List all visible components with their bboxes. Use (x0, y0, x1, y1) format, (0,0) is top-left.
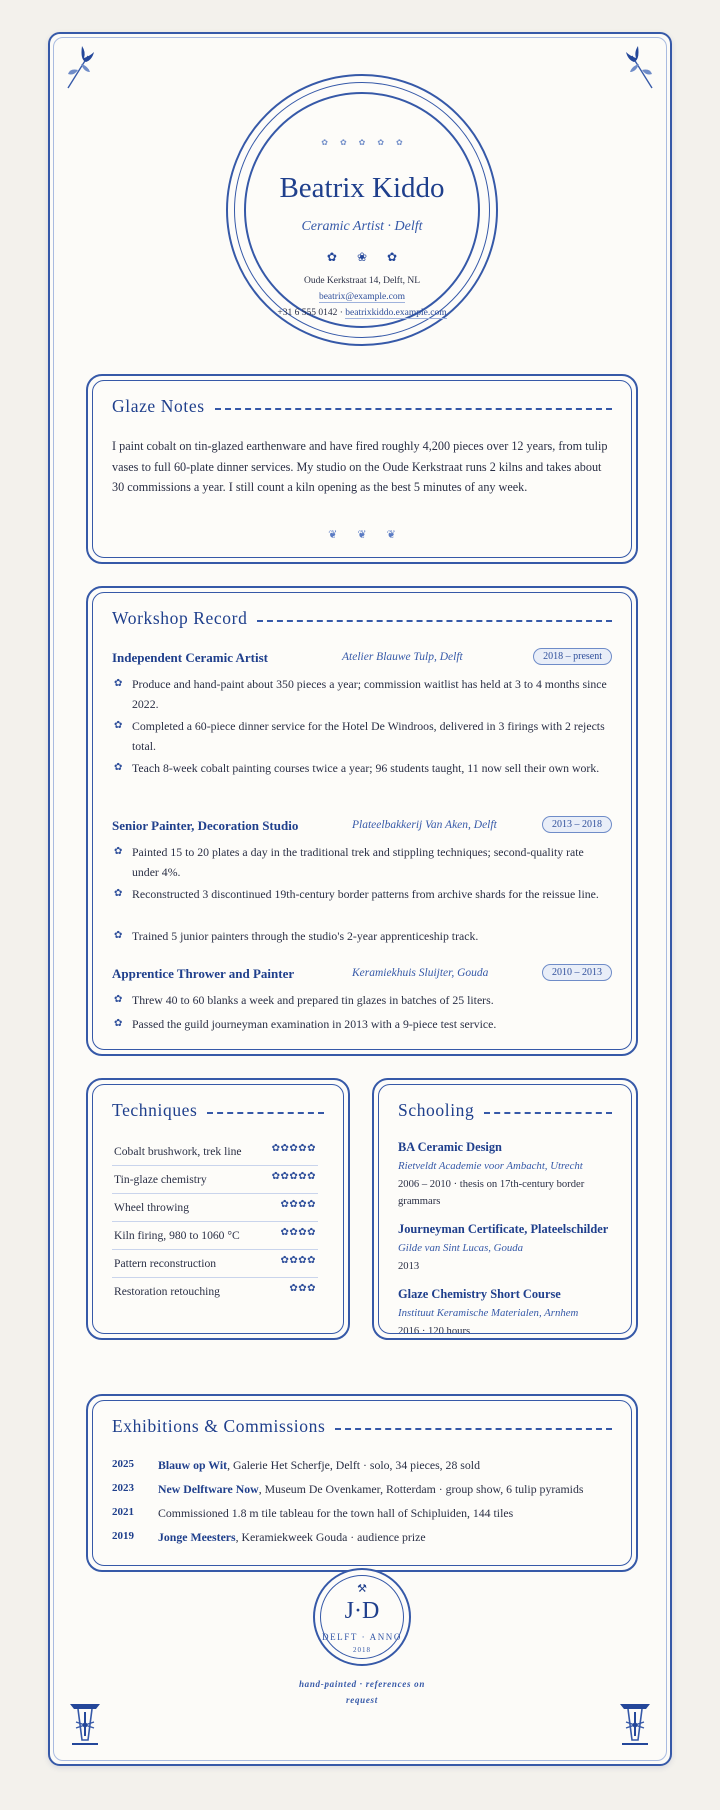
job-header (112, 648, 612, 668)
school-title: Journeyman Certificate, Plateelschilder (398, 1222, 609, 1236)
job-date-badge: 2010 – 2013 (542, 964, 612, 981)
skill-rating-icon: ✿✿✿✿ (280, 1227, 316, 1238)
glaze-notes-text: I paint cobalt on tin-glazed earthenware and have fired roughly 4,200 pieces over 12 years, from tulip vases to full 60-plate dinner services. My studio on the Oude Kerkstraat runs 2 kilns and takes about 30 commissions a year. I still count a kiln opening as the best 5 minutes of any week. (112, 439, 608, 494)
address: Oude Kerkstraat 14, Delft, NL (303, 276, 421, 286)
flower-bullet-icon: ✿ (114, 846, 123, 857)
skill-rating-icon: ✿✿✿✿ (280, 1255, 316, 1266)
exhibition-year: 2023 (112, 1482, 134, 1494)
technique-row (112, 1278, 318, 1306)
job-header (112, 964, 612, 984)
glaze-notes-header (112, 396, 612, 417)
section-title: Exhibitions & Commissions (112, 1416, 326, 1436)
technique-name: Wheel throwing (114, 1201, 190, 1214)
exhibition-details: , Museum De Ovenkamer, Rotterdam · group show, 6 tulip pyramids (258, 1482, 584, 1496)
technique-row (112, 1138, 318, 1166)
job-place: Atelier Blauwe Tulp, Delft (342, 651, 463, 663)
section-title: Techniques (112, 1100, 198, 1120)
technique-name: Restoration retouching (114, 1285, 220, 1298)
separator: · (337, 308, 346, 318)
phone-web-line (228, 308, 496, 318)
tulip-corner-icon (64, 42, 98, 92)
section-title: Schooling (398, 1100, 475, 1120)
monogram-seal (313, 1568, 411, 1666)
hammer-pick-icon: ⚒ (357, 1582, 367, 1595)
techniques-header (112, 1100, 324, 1121)
exhibition-year: 2021 (112, 1506, 134, 1518)
technique-row (112, 1250, 318, 1278)
seal-year: 2018 (353, 1646, 371, 1654)
school-institution: Gilde van Sint Lucas, Gouda (398, 1242, 524, 1254)
exhibition-year: 2019 (112, 1530, 134, 1542)
job-date-badge: 2013 – 2018 (542, 816, 612, 833)
exhibition-details: Commissioned 1.8 m tile tableau for the town hall of Schipluiden, 144 tiles (158, 1506, 514, 1520)
footer-note: hand-painted · references on request (298, 1679, 426, 1705)
exhibitions-header (112, 1416, 612, 1437)
exhibition-name: New Delftware Now (158, 1482, 259, 1496)
school-institution: Instituut Keramische Materialen, Arnhem (398, 1307, 579, 1319)
workshop-record-header (112, 608, 612, 629)
exhibition-details: , Keramiekweek Gouda · audience prize (235, 1530, 426, 1544)
schooling-section (372, 1078, 638, 1340)
flower-bullet-icon: ✿ (114, 1018, 123, 1029)
section-title: Workshop Record (112, 608, 248, 628)
tulip-corner-icon (622, 42, 656, 92)
job-bullet: ✿ Produce and hand-paint about 350 pieces a year; commission waitlist has held at 3 to 4 months since 2022. (112, 674, 612, 714)
technique-row (112, 1222, 318, 1250)
sprig-ornament-icon: ❦❦❦ (328, 528, 416, 541)
school-meta: 2013 (398, 1261, 420, 1272)
flower-bullet-icon: ✿ (114, 762, 123, 773)
candidate-name: Beatrix Kiddo (279, 172, 445, 204)
resume-page (48, 32, 672, 1766)
job-bullet: ✿ Completed a 60-piece dinner service for the Hotel De Windroos, delivered in 3 firings with 2 rejects total. (112, 716, 612, 756)
exhibition-details: , Galerie Het Scherfje, Delft · solo, 34 pieces, 28 sold (227, 1458, 480, 1472)
job-date-badge: 2018 – present (533, 648, 612, 665)
flower-bullet-icon: ✿ (114, 930, 123, 941)
email-link[interactable]: beatrix@example.com (318, 292, 406, 302)
technique-row (112, 1194, 318, 1222)
technique-name: Pattern reconstruction (114, 1257, 217, 1270)
exhibition-name: Jonge Meesters (158, 1530, 236, 1544)
job-bullet: ✿ Teach 8-week cobalt painting courses twice a year; 96 students taught, 11 now sell their own work. (112, 758, 612, 778)
exhibitions-section (86, 1394, 638, 1572)
flower-bullet-icon: ✿ (114, 994, 123, 1005)
school-meta: 2016 · 120 hours (398, 1326, 471, 1337)
job-bullet: ✿ Passed the guild journeyman examination in 2013 with a 9-piece test service. (112, 1014, 612, 1034)
job-title: Independent Ceramic Artist (112, 650, 268, 665)
windmill-corner-icon (618, 1700, 652, 1750)
techniques-section (86, 1078, 350, 1340)
job-bullet: ✿ Threw 40 to 60 blanks a week and prepared tin glazes in batches of 25 liters. (112, 990, 612, 1010)
job-bullet: ✿ Painted 15 to 20 plates a day in the traditional trek and stippling techniques; second-quality rate under 4%. (112, 842, 612, 882)
workshop-record-section (86, 586, 638, 1056)
glaze-notes-section (86, 374, 638, 564)
school-institution: Rietveldt Academie voor Ambacht, Utrecht (398, 1160, 583, 1172)
skill-rating-icon: ✿✿✿ (289, 1283, 316, 1294)
exhibition-name: Blauw op Wit (158, 1458, 228, 1472)
phone: +31 6 555 0142 (277, 308, 338, 318)
technique-row (112, 1166, 318, 1194)
school-title: Glaze Chemistry Short Course (398, 1287, 561, 1301)
windmill-corner-icon (68, 1700, 102, 1750)
flower-bullet-icon: ✿ (114, 888, 123, 899)
dots-ornament-icon: ✿✿✿✿✿ (321, 138, 415, 147)
exhibition-year: 2025 (112, 1458, 134, 1470)
seal-monogram: J·D (344, 1598, 380, 1624)
seal-text: DELFT · ANNO (321, 1632, 403, 1642)
skill-rating-icon: ✿✿✿✿ (280, 1199, 316, 1210)
job-bullet: ✿ Reconstructed 3 discontinued 19th-century border patterns from archive shards for the reissue line. (112, 884, 612, 904)
job-title: Apprentice Thrower and Painter (112, 966, 295, 981)
section-title: Glaze Notes (112, 396, 205, 416)
technique-name: Cobalt brushwork, trek line (114, 1145, 242, 1158)
flower-ornament-icon: ✿❀✿ (326, 250, 418, 264)
skill-rating-icon: ✿✿✿✿✿ (271, 1143, 316, 1154)
email-line (228, 292, 496, 302)
technique-name: Tin-glaze chemistry (114, 1173, 207, 1186)
job-header (112, 816, 612, 836)
candidate-subtitle: Ceramic Artist · Delft (301, 219, 423, 234)
website-link[interactable]: beatrixkiddo.example.com (345, 308, 447, 318)
school-title: BA Ceramic Design (398, 1140, 502, 1154)
header-medallion (226, 74, 498, 346)
schooling-header (398, 1100, 612, 1121)
job-place: Keramiekhuis Sluijter, Gouda (352, 967, 489, 979)
skill-rating-icon: ✿✿✿✿✿ (271, 1171, 316, 1182)
job-bullet: ✿ Trained 5 junior painters through the studio's 2-year apprenticeship track. (112, 926, 612, 946)
flower-bullet-icon: ✿ (114, 678, 123, 689)
job-place: Plateelbakkerij Van Aken, Delft (352, 819, 497, 831)
job-title: Senior Painter, Decoration Studio (112, 818, 299, 833)
flower-bullet-icon: ✿ (114, 720, 123, 731)
technique-name: Kiln firing, 980 to 1060 °C (114, 1229, 240, 1242)
school-meta: 2006 – 2010 · thesis on 17th-century border grammars (398, 1179, 585, 1207)
